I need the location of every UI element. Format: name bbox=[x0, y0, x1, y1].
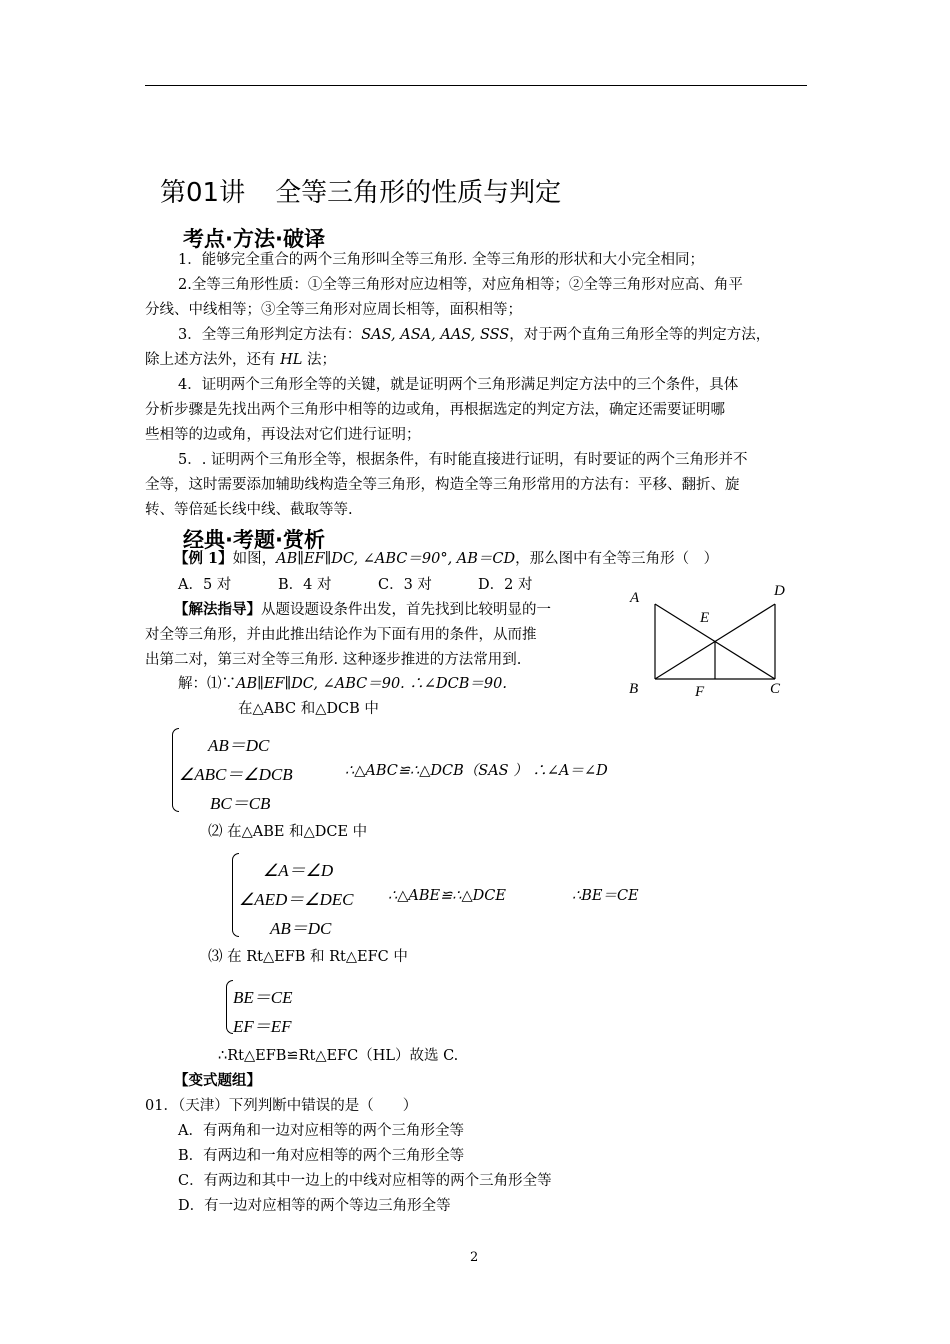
system-1-eq-1: AB＝DC bbox=[208, 736, 270, 755]
variant-option-d: D．有一边对应相等的两个等边三角形全等 bbox=[178, 1198, 451, 1214]
label-c: C bbox=[770, 681, 781, 697]
example-1-question: 【例 1】如图，AB∥EF∥DC, ∠ABC＝90°, AB＝CD，那么图中有全等三角形（ ） bbox=[174, 550, 719, 567]
brace-system-3 bbox=[226, 980, 233, 1034]
example-option-a: A．5 对 bbox=[178, 577, 232, 593]
guide-line-1: 【解法指导】从题设题设条件出发，首先找到比较明显的一 bbox=[174, 601, 551, 618]
paragraph-2-line-1: 2.全等三角形性质：①全等三角形对应边相等，对应角相等；②全等三角形对应高、角平 bbox=[178, 277, 743, 293]
label-d: D bbox=[774, 583, 785, 599]
figure-drawing bbox=[620, 580, 795, 705]
header-rule bbox=[145, 85, 807, 86]
label-a: A bbox=[630, 590, 640, 606]
system-1-eq-3: BC＝CB bbox=[210, 794, 271, 813]
solution-line-2: 在△ABC 和△DCB 中 bbox=[238, 701, 379, 717]
solution-step-2: ⑵ 在△ABE 和△DCE 中 bbox=[208, 824, 368, 840]
label-f: F bbox=[695, 684, 705, 700]
section-heading-methods: 考点·方法·破译 bbox=[183, 227, 325, 251]
paragraph-2-line-2: 分线、中线相等；③全等三角形对应周长相等，面积相等； bbox=[145, 302, 522, 318]
example-option-b: B．4 对 bbox=[278, 577, 332, 593]
paragraph-1: 1．能够完全重合的两个三角形叫全等三角形. 全等三角形的形状和大小完全相同； bbox=[178, 252, 704, 268]
variant-option-b: B．有两边和一角对应相等的两个三角形全等 bbox=[178, 1148, 465, 1164]
solution-final: ∴Rt△EFB≌Rt△EFC（HL）故选 C. bbox=[218, 1048, 459, 1064]
example-option-c: C．3 对 bbox=[378, 577, 432, 593]
label-b: B bbox=[629, 681, 639, 697]
variant-option-a: A．有两角和一边对应相等的两个三角形全等 bbox=[178, 1123, 464, 1139]
paragraph-5-line-2: 全等，这时需要添加辅助线构造全等三角形，构造全等三角形常用的方法有：平移、翻折、旋 bbox=[145, 477, 740, 493]
paragraph-4-line-2: 分析步骤是先找出两个三角形中相等的边或角，再根据选定的判定方法，确定还需要证明哪 bbox=[145, 402, 725, 418]
system-3-eq-1: BE＝CE bbox=[233, 988, 293, 1007]
label-e: E bbox=[700, 610, 710, 626]
geometry-figure bbox=[620, 580, 795, 705]
system-2-eq-3: AB＝DC bbox=[270, 919, 332, 938]
variant-option-c: C．有两边和其中一边上的中线对应相等的两个三角形全等 bbox=[178, 1173, 552, 1189]
paragraph-5-line-3: 转、等倍延长线中线、截取等等. bbox=[145, 502, 353, 518]
system-2-conclusion-a: ∴△ABE≌∴△DCE bbox=[388, 888, 506, 904]
variants-heading: 【变式题组】 bbox=[174, 1072, 261, 1089]
brace-system-1 bbox=[172, 728, 179, 812]
system-2-conclusion-b: ∴BE＝CE bbox=[572, 888, 639, 904]
system-2-eq-2: ∠AED＝∠DEC bbox=[239, 890, 354, 909]
solution-step-3: ⑶ 在 Rt△EFB 和 Rt△EFC 中 bbox=[208, 949, 408, 965]
section-heading-examples: 经典·考题·赏析 bbox=[183, 528, 325, 552]
system-2-eq-1: ∠A＝∠D bbox=[263, 861, 334, 880]
paragraph-3-line-2: 除上述方法外，还有 HL 法； bbox=[145, 352, 336, 368]
system-1-conclusion: ∴△ABC≌∴△DCB（SAS ） ∴∠A＝∠D bbox=[345, 763, 608, 779]
example-option-d: D．2 对 bbox=[478, 577, 533, 593]
system-1-eq-2: ∠ABC＝∠DCB bbox=[179, 765, 293, 784]
page-number: 2 bbox=[470, 1250, 479, 1265]
variant-question: 01．（天津）下列判断中错误的是（ ） bbox=[145, 1098, 418, 1114]
guide-line-3: 出第二对，第三对全等三角形. 这种逐步推进的方法常用到. bbox=[145, 652, 522, 668]
paragraph-4-line-1: 4．证明两个三角形全等的关键，就是证明两个三角形满足判定方法中的三个条件，具体 bbox=[178, 377, 739, 393]
paragraph-5-line-1: 5．. 证明两个三角形全等，根据条件，有时能直接进行证明，有时要证的两个三角形并不 bbox=[178, 452, 748, 468]
page-title: 第01讲 全等三角形的性质与判定 bbox=[160, 178, 562, 208]
brace-system-2 bbox=[232, 853, 239, 937]
solution-line-1: 解：⑴∵AB∥EF∥DC, ∠ABC＝90. ∴∠DCB＝90. bbox=[178, 676, 507, 692]
system-3-eq-2: EF＝EF bbox=[233, 1017, 292, 1036]
paragraph-3-line-1: 3．全等三角形判定方法有：SAS, ASA, AAS, SSS，对于两个直角三角形全等的判定方法， bbox=[178, 327, 771, 343]
guide-line-2: 对全等三角形，并由此推出结论作为下面有用的条件，从而推 bbox=[145, 627, 537, 643]
paragraph-4-line-3: 些相等的边或角，再设法对它们进行证明； bbox=[145, 427, 421, 443]
